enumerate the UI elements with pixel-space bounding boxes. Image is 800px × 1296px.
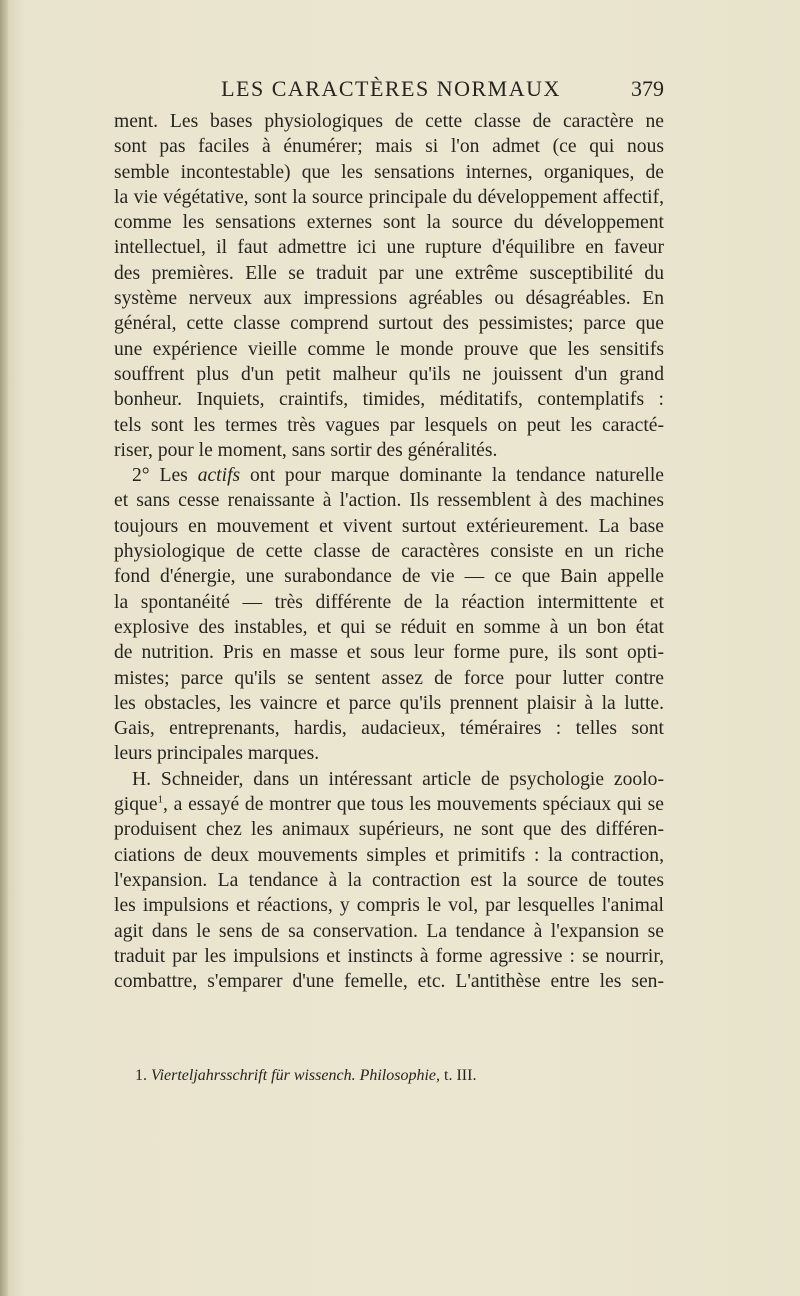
text-line: toujours en mouvement et vivent surtout extérieurement. La base (114, 515, 664, 537)
text-line: des premières. Elle se traduit par une extrême susceptibilité du (114, 262, 664, 284)
text-line: général, cette classe comprend surtout des pessimistes; parce que (114, 313, 664, 335)
section-2-first-line (114, 463, 664, 488)
text-line: souffrent plus d'un petit malheur qu'ils ne jouissent d'un grand (114, 363, 664, 385)
text-line: mistes; parce qu'ils se sentent assez de force pour lutter contre (114, 667, 664, 689)
text-line: et sans cesse renaissante à l'action. Ils ressemblent à des machines (114, 490, 664, 512)
italic-term: actifs (197, 465, 241, 487)
text-line: H. Schneider, dans un intéressant article de psychologie zoolo- (132, 768, 664, 790)
section-2-text: Les actifs ont pour marque dominante la tendance naturelle (159, 465, 664, 487)
text-line: sont pas faciles à énumérer; mais si l'on admet (ce qui nous (114, 136, 664, 158)
footnote-title: Vierteljahrsschrift für wissench. Philosophie, (151, 1067, 441, 1084)
text-line: semble incontestable) que les sensations internes, organiques, de (114, 161, 664, 183)
section-marker: 2° (132, 465, 150, 487)
text-line: bonheur. Inquiets, craintifs, timides, méditatifs, contemplatifs : (114, 389, 664, 411)
footnote (135, 1065, 664, 1087)
text-line: l'expansion. La tendance à la contraction est la source de toutes (114, 869, 664, 891)
text-line: une expérience vieille comme le monde prouve que les sensitifs (114, 338, 664, 360)
text-line: agit dans le sens de sa conservation. La tendance à l'expansion se (114, 920, 664, 942)
footnote-number: 1. (135, 1067, 147, 1084)
running-title: LES CARACTÈRES NORMAUX (221, 76, 561, 101)
text-line: la vie végétative, sont la source principale du développement affectif, (114, 186, 664, 208)
footnote-reference[interactable]: 1 (157, 793, 164, 806)
page-number: 379 (631, 76, 664, 101)
text-line: intellectuel, il faut admettre ici une rupture d'équilibre en faveur (114, 237, 664, 259)
text-line: leurs principales marques. (114, 743, 320, 765)
text-line: combattre, s'emparer d'une femelle, etc. L'antithèse entre les sen- (114, 971, 664, 993)
text-line: la spontanéité — très différente de la réaction intermittente et (114, 591, 664, 613)
text-line: Gais, entreprenants, hardis, audacieux, téméraires : telles sont (114, 718, 664, 740)
text-line: physiologique de cette classe de caractères consiste en un riche (114, 541, 664, 563)
text-line-with-ref: gique$^1$, a essayé de montrer que tous les mouvements spéciaux qui se (114, 793, 664, 816)
footnote-ref-line (114, 792, 664, 817)
text-line: ciations de deux mouvements simples et primitifs : la contraction, (114, 844, 664, 866)
page-header (118, 74, 664, 104)
text-line: fond d'énergie, une surabondance de vie — ce que Bain appelle (114, 566, 664, 588)
text-line: explosive des instables, et qui se réduit en somme à un bon état (114, 616, 664, 638)
text-line: ment. Les bases physiologiques de cette classe de caractère ne (114, 111, 664, 132)
page-gutter (0, 0, 8, 1296)
text-line: traduit par les impulsions et instincts à forme agressive : se nourrir, (114, 945, 664, 967)
text-line: produisent chez les animaux supérieurs, ne sont que des différen- (114, 819, 664, 841)
text-line: riser, pour le moment, sans sortir des généralités. (114, 439, 498, 461)
text-line: de nutrition. Pris en masse et sous leur forme pure, ils sont opti- (114, 642, 664, 664)
text-line: tels sont les termes très vagues par lesquels on peut les caracté- (114, 414, 664, 436)
body-text (114, 109, 664, 994)
text-line: les obstacles, les vaincre et parce qu'ils prennent plaisir à la lutte. (114, 692, 664, 714)
text-line: système nerveux aux impressions agréables ou désagréables. En (114, 288, 664, 310)
text-line: comme les sensations externes sont la source du développement (114, 212, 664, 234)
text-line: les impulsions et réactions, y compris le vol, par lesquelles l'animal (114, 895, 664, 917)
footnote-volume: t. III. (444, 1067, 477, 1084)
